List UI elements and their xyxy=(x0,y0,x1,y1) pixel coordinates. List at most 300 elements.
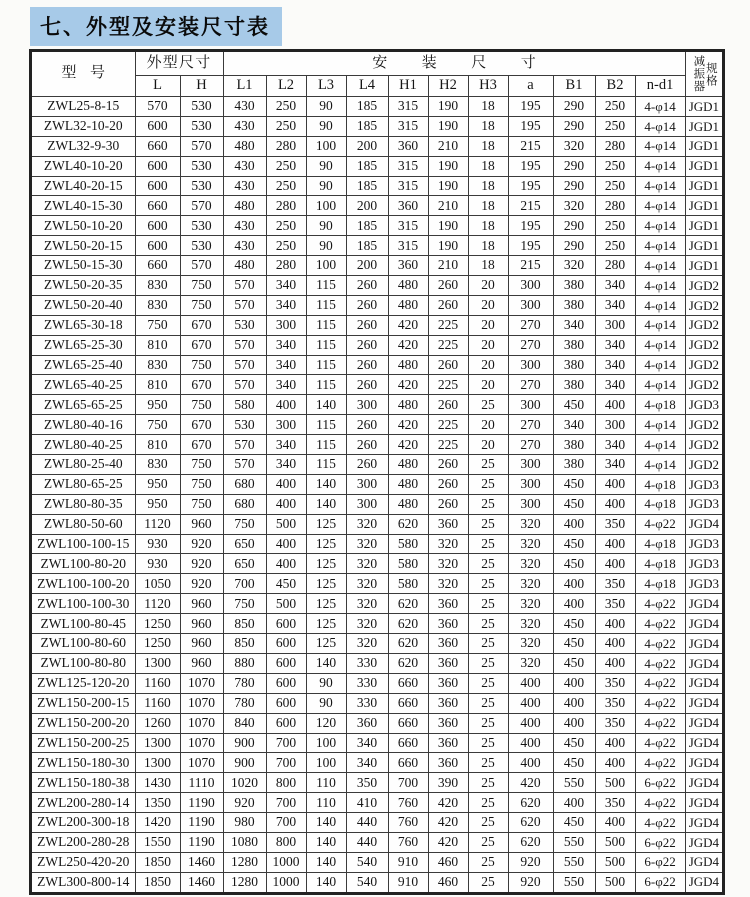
dimension-cell: 25 xyxy=(468,753,508,773)
table-row xyxy=(31,594,723,614)
n-d1-cell: 4-φ22 xyxy=(635,594,685,614)
damper-spec-cell: JGD1 xyxy=(685,236,723,256)
dimension-cell: 260 xyxy=(428,395,468,415)
dimension-cell: 300 xyxy=(508,474,553,494)
dimension-cell: 90 xyxy=(306,693,346,713)
model-cell: ZWL65-25-40 xyxy=(31,355,135,375)
dimension-cell: 18 xyxy=(468,256,508,276)
dimension-cell: 360 xyxy=(428,753,468,773)
header-group-row xyxy=(31,51,723,76)
dimension-cell: 660 xyxy=(388,693,428,713)
dimension-cell: 660 xyxy=(388,733,428,753)
dimension-cell: 320 xyxy=(346,514,388,534)
dimension-cell: 660 xyxy=(388,753,428,773)
dimension-cell: 670 xyxy=(180,335,223,355)
dimension-cell: 110 xyxy=(306,773,346,793)
dimension-cell: 1850 xyxy=(135,872,180,892)
dimension-cell: 450 xyxy=(553,653,595,673)
n-d1-cell: 4-φ14 xyxy=(635,435,685,455)
dimension-cell: 700 xyxy=(266,733,306,753)
damper-spec-cell: JGD1 xyxy=(685,196,723,216)
dimension-cell: 125 xyxy=(306,614,346,634)
dimension-cell: 320 xyxy=(553,136,595,156)
model-cell: ZWL100-100-20 xyxy=(31,574,135,594)
dimension-cell: 1460 xyxy=(180,852,223,872)
table-row xyxy=(31,355,723,375)
dimension-cell: 670 xyxy=(180,375,223,395)
model-cell: ZWL150-180-30 xyxy=(31,753,135,773)
dimension-cell: 190 xyxy=(428,116,468,136)
damper-spec-cell: JGD2 xyxy=(685,415,723,435)
dimension-cell: 350 xyxy=(595,713,635,733)
model-cell: ZWL40-10-20 xyxy=(31,156,135,176)
damper-spec-cell: JGD2 xyxy=(685,315,723,335)
dimension-cell: 400 xyxy=(595,733,635,753)
dimension-cell: 460 xyxy=(428,852,468,872)
dimension-cell: 120 xyxy=(306,713,346,733)
damper-spec-cell: JGD4 xyxy=(685,653,723,673)
dimension-cell: 125 xyxy=(306,574,346,594)
damper-spec-cell: JGD1 xyxy=(685,216,723,236)
header-subcolumn-row xyxy=(31,76,723,97)
n-d1-cell: 4-φ22 xyxy=(635,634,685,654)
damper-spec-cell: JGD3 xyxy=(685,494,723,514)
dimension-cell: 1430 xyxy=(135,773,180,793)
n-d1-cell: 4-φ14 xyxy=(635,335,685,355)
dimension-cell: 25 xyxy=(468,514,508,534)
dimension-cell: 400 xyxy=(595,494,635,514)
dimension-cell: 115 xyxy=(306,295,346,315)
model-cell: ZWL40-15-30 xyxy=(31,196,135,216)
dimension-cell: 480 xyxy=(223,136,266,156)
dimension-cell: 185 xyxy=(346,116,388,136)
dimension-cell: 190 xyxy=(428,156,468,176)
table-row xyxy=(31,176,723,196)
dimension-cell: 320 xyxy=(428,554,468,574)
dimension-cell: 115 xyxy=(306,455,346,475)
dimension-cell: 570 xyxy=(180,196,223,216)
dimension-cell: 390 xyxy=(428,773,468,793)
dimension-cell: 830 xyxy=(135,355,180,375)
dimension-cell: 1280 xyxy=(223,872,266,892)
dimension-cell: 25 xyxy=(468,534,508,554)
dimension-cell: 315 xyxy=(388,236,428,256)
dimension-cell: 195 xyxy=(508,176,553,196)
dimension-cell: 750 xyxy=(180,474,223,494)
header-col-H1: H1 xyxy=(388,76,428,97)
table-row xyxy=(31,574,723,594)
dimension-cell: 210 xyxy=(428,256,468,276)
n-d1-cell: 6-φ22 xyxy=(635,773,685,793)
dimension-cell: 600 xyxy=(266,693,306,713)
dimension-cell: 320 xyxy=(508,514,553,534)
dimension-cell: 20 xyxy=(468,315,508,335)
dimension-cell: 620 xyxy=(388,594,428,614)
table-row xyxy=(31,872,723,892)
dimension-cell: 570 xyxy=(223,355,266,375)
dimension-cell: 400 xyxy=(266,395,306,415)
dimension-cell: 340 xyxy=(266,355,306,375)
damper-spec-cell: JGD4 xyxy=(685,634,723,654)
dimension-cell: 320 xyxy=(428,574,468,594)
header-col-H2: H2 xyxy=(428,76,468,97)
dimension-cell: 440 xyxy=(346,832,388,852)
dimension-cell: 25 xyxy=(468,872,508,892)
dimension-cell: 115 xyxy=(306,335,346,355)
model-cell: ZWL100-80-80 xyxy=(31,653,135,673)
table-row xyxy=(31,375,723,395)
dimension-cell: 270 xyxy=(508,315,553,335)
dimension-cell: 340 xyxy=(595,355,635,375)
dimension-cell: 440 xyxy=(346,813,388,833)
model-cell: ZWL200-280-14 xyxy=(31,793,135,813)
dimension-cell: 350 xyxy=(595,673,635,693)
dimension-cell: 115 xyxy=(306,415,346,435)
damper-spec-cell: JGD1 xyxy=(685,97,723,117)
header-col-L1: L1 xyxy=(223,76,266,97)
damper-spec-cell: JGD4 xyxy=(685,594,723,614)
damper-spec-cell: JGD2 xyxy=(685,276,723,296)
damper-spec-vertical-text xyxy=(686,55,723,93)
table-row xyxy=(31,693,723,713)
dimension-cell: 225 xyxy=(428,375,468,395)
model-cell: ZWL65-30-18 xyxy=(31,315,135,335)
dimension-cell: 250 xyxy=(266,176,306,196)
damper-spec-cell: JGD4 xyxy=(685,872,723,892)
dimension-cell: 25 xyxy=(468,395,508,415)
dimension-cell: 400 xyxy=(508,713,553,733)
dimension-cell: 400 xyxy=(553,673,595,693)
dimension-cell: 25 xyxy=(468,813,508,833)
header-col-L: L xyxy=(135,76,180,97)
dimension-cell: 380 xyxy=(553,335,595,355)
model-cell: ZWL300-800-14 xyxy=(31,872,135,892)
dimension-cell: 260 xyxy=(428,276,468,296)
dimension-cell: 100 xyxy=(306,196,346,216)
table-row xyxy=(31,196,723,216)
dimension-cell: 18 xyxy=(468,196,508,216)
dimension-cell: 450 xyxy=(553,554,595,574)
dimension-cell: 600 xyxy=(266,713,306,733)
dimension-cell: 90 xyxy=(306,97,346,117)
dimension-cell: 550 xyxy=(553,832,595,852)
dimension-cell: 1160 xyxy=(135,693,180,713)
table-row xyxy=(31,256,723,276)
model-cell: ZWL40-20-15 xyxy=(31,176,135,196)
dimension-cell: 25 xyxy=(468,474,508,494)
dimension-cell: 380 xyxy=(553,295,595,315)
n-d1-cell: 4-φ22 xyxy=(635,813,685,833)
dimension-cell: 115 xyxy=(306,276,346,296)
dimension-cell: 1000 xyxy=(266,872,306,892)
dimension-cell: 360 xyxy=(428,594,468,614)
dimension-cell: 25 xyxy=(468,733,508,753)
dimension-cell: 570 xyxy=(223,295,266,315)
table-row xyxy=(31,236,723,256)
dimension-cell: 540 xyxy=(346,852,388,872)
dimension-cell: 700 xyxy=(266,813,306,833)
dimension-cell: 125 xyxy=(306,534,346,554)
damper-spec-cell: JGD2 xyxy=(685,375,723,395)
dimension-cell: 25 xyxy=(468,832,508,852)
dimension-cell: 250 xyxy=(595,176,635,196)
table-row xyxy=(31,295,723,315)
header-col-B2: B2 xyxy=(595,76,635,97)
dimension-cell: 290 xyxy=(553,116,595,136)
table-row xyxy=(31,216,723,236)
dimension-cell: 340 xyxy=(266,276,306,296)
n-d1-cell: 4-φ18 xyxy=(635,474,685,494)
dimension-cell: 280 xyxy=(595,136,635,156)
dimension-cell: 380 xyxy=(553,355,595,375)
dimension-cell: 260 xyxy=(428,474,468,494)
dimension-cell: 100 xyxy=(306,753,346,773)
dimension-cell: 400 xyxy=(553,594,595,614)
dimension-cell: 260 xyxy=(428,455,468,475)
dimension-cell: 1250 xyxy=(135,614,180,634)
dimension-cell: 380 xyxy=(553,375,595,395)
table-row xyxy=(31,97,723,117)
dimension-cell: 840 xyxy=(223,713,266,733)
dimension-cell: 950 xyxy=(135,395,180,415)
dimension-cell: 270 xyxy=(508,415,553,435)
dimension-cell: 920 xyxy=(508,852,553,872)
damper-spec-cell: JGD4 xyxy=(685,514,723,534)
dimension-cell: 660 xyxy=(135,256,180,276)
damper-spec-line1: 减振器 xyxy=(692,55,705,93)
dimension-cell: 450 xyxy=(553,634,595,654)
dimension-cell: 950 xyxy=(135,494,180,514)
dimension-cell: 1000 xyxy=(266,852,306,872)
dimension-cell: 460 xyxy=(428,872,468,892)
dimension-cell: 810 xyxy=(135,335,180,355)
n-d1-cell: 4-φ18 xyxy=(635,395,685,415)
dimension-cell: 185 xyxy=(346,216,388,236)
dimension-cell: 225 xyxy=(428,315,468,335)
dimension-cell: 190 xyxy=(428,176,468,196)
dimension-cell: 350 xyxy=(595,594,635,614)
n-d1-cell: 6-φ22 xyxy=(635,872,685,892)
dimension-cell: 320 xyxy=(508,614,553,634)
dimension-cell: 400 xyxy=(508,753,553,773)
dimension-cell: 340 xyxy=(266,335,306,355)
dimension-cell: 660 xyxy=(135,136,180,156)
dimension-cell: 90 xyxy=(306,236,346,256)
n-d1-cell: 4-φ14 xyxy=(635,196,685,216)
dimension-cell: 800 xyxy=(266,832,306,852)
damper-spec-cell: JGD2 xyxy=(685,295,723,315)
dimension-cell: 480 xyxy=(388,474,428,494)
dimension-cell: 200 xyxy=(346,256,388,276)
dimension-cell: 580 xyxy=(388,534,428,554)
dimension-cell: 760 xyxy=(388,832,428,852)
dimension-cell: 670 xyxy=(180,315,223,335)
dimension-cell: 18 xyxy=(468,97,508,117)
dimension-cell: 910 xyxy=(388,852,428,872)
dimension-cell: 280 xyxy=(266,136,306,156)
dimension-cell: 400 xyxy=(595,534,635,554)
dimension-cell: 530 xyxy=(180,176,223,196)
dimension-cell: 570 xyxy=(223,335,266,355)
dimension-cell: 380 xyxy=(553,276,595,296)
dimension-cell: 480 xyxy=(388,295,428,315)
dimension-cell: 225 xyxy=(428,335,468,355)
dimension-cell: 260 xyxy=(346,276,388,296)
dimension-cell: 290 xyxy=(553,156,595,176)
dimension-cell: 90 xyxy=(306,156,346,176)
damper-spec-cell: JGD1 xyxy=(685,256,723,276)
dimension-cell: 1050 xyxy=(135,574,180,594)
dimension-cell: 400 xyxy=(508,673,553,693)
dimension-cell: 195 xyxy=(508,156,553,176)
damper-spec-cell: JGD4 xyxy=(685,852,723,872)
dimension-cell: 195 xyxy=(508,97,553,117)
dimension-cell: 550 xyxy=(553,773,595,793)
dimension-cell: 270 xyxy=(508,335,553,355)
dimension-cell: 360 xyxy=(428,713,468,733)
model-cell: ZWL65-65-25 xyxy=(31,395,135,415)
dimension-cell: 430 xyxy=(223,116,266,136)
dimension-cell: 20 xyxy=(468,335,508,355)
dimension-cell: 420 xyxy=(428,793,468,813)
n-d1-cell: 4-φ14 xyxy=(635,415,685,435)
table-row xyxy=(31,534,723,554)
header-col-L2: L2 xyxy=(266,76,306,97)
dimension-cell: 600 xyxy=(266,653,306,673)
dimension-cell: 700 xyxy=(223,574,266,594)
dimension-cell: 330 xyxy=(346,693,388,713)
dimension-cell: 25 xyxy=(468,455,508,475)
dimension-cell: 140 xyxy=(306,852,346,872)
model-cell: ZWL100-100-30 xyxy=(31,594,135,614)
n-d1-cell: 4-φ18 xyxy=(635,554,685,574)
dimension-cell: 400 xyxy=(595,813,635,833)
dimension-cell: 420 xyxy=(388,435,428,455)
dimension-cell: 360 xyxy=(428,733,468,753)
dimension-cell: 450 xyxy=(553,614,595,634)
dimension-cell: 185 xyxy=(346,97,388,117)
dimension-cell: 900 xyxy=(223,753,266,773)
dimension-cell: 125 xyxy=(306,594,346,614)
dimension-cell: 360 xyxy=(388,256,428,276)
dimension-cell: 400 xyxy=(266,494,306,514)
dimension-cell: 570 xyxy=(223,375,266,395)
dimension-cell: 400 xyxy=(553,693,595,713)
dimension-cell: 450 xyxy=(266,574,306,594)
table-row xyxy=(31,733,723,753)
model-cell: ZWL125-120-20 xyxy=(31,673,135,693)
dimension-cell: 920 xyxy=(180,574,223,594)
dimension-cell: 360 xyxy=(428,653,468,673)
dimension-cell: 300 xyxy=(595,415,635,435)
dimension-cell: 20 xyxy=(468,435,508,455)
dimension-cell: 195 xyxy=(508,116,553,136)
n-d1-cell: 4-φ14 xyxy=(635,236,685,256)
dimension-cell: 350 xyxy=(346,773,388,793)
dimension-cell: 480 xyxy=(388,276,428,296)
dimension-cell: 260 xyxy=(346,435,388,455)
dimension-cell: 430 xyxy=(223,156,266,176)
dimension-cell: 400 xyxy=(553,793,595,813)
dimension-cell: 410 xyxy=(346,793,388,813)
dimension-cell: 185 xyxy=(346,156,388,176)
dimension-cell: 680 xyxy=(223,474,266,494)
dimension-cell: 25 xyxy=(468,594,508,614)
dimension-cell: 580 xyxy=(223,395,266,415)
dimension-cell: 1300 xyxy=(135,733,180,753)
dimension-cell: 350 xyxy=(595,693,635,713)
dimension-cell: 250 xyxy=(266,116,306,136)
dimension-cell: 1260 xyxy=(135,713,180,733)
dimension-cell: 215 xyxy=(508,196,553,216)
n-d1-cell: 4-φ22 xyxy=(635,793,685,813)
dimension-cell: 620 xyxy=(388,514,428,534)
n-d1-cell: 4-φ14 xyxy=(635,216,685,236)
model-cell: ZWL100-80-60 xyxy=(31,634,135,654)
dimension-cell: 1120 xyxy=(135,594,180,614)
dimension-cell: 480 xyxy=(388,395,428,415)
dimension-cell: 320 xyxy=(508,653,553,673)
damper-spec-cell: JGD4 xyxy=(685,693,723,713)
table-row xyxy=(31,494,723,514)
damper-spec-cell: JGD1 xyxy=(685,156,723,176)
n-d1-cell: 6-φ22 xyxy=(635,832,685,852)
dimension-cell: 320 xyxy=(428,534,468,554)
n-d1-cell: 4-φ22 xyxy=(635,514,685,534)
table-row xyxy=(31,753,723,773)
dimension-cell: 830 xyxy=(135,276,180,296)
dimension-cell: 530 xyxy=(223,415,266,435)
dimension-cell: 400 xyxy=(553,514,595,534)
dimension-cell: 340 xyxy=(346,733,388,753)
dimension-cell: 670 xyxy=(180,435,223,455)
dimension-cell: 290 xyxy=(553,176,595,196)
dimension-cell: 680 xyxy=(223,494,266,514)
dimension-cell: 380 xyxy=(553,435,595,455)
dimension-cell: 290 xyxy=(553,97,595,117)
dimension-cell: 530 xyxy=(180,216,223,236)
dimension-cell: 250 xyxy=(266,97,306,117)
dimension-cell: 340 xyxy=(595,295,635,315)
header-col-H: H xyxy=(180,76,223,97)
damper-spec-cell: JGD2 xyxy=(685,335,723,355)
header-damper-spec xyxy=(685,51,723,97)
dimension-cell: 800 xyxy=(266,773,306,793)
damper-spec-cell: JGD3 xyxy=(685,474,723,494)
dimension-cell: 620 xyxy=(388,614,428,634)
dimension-cell: 320 xyxy=(508,534,553,554)
dimension-cell: 650 xyxy=(223,554,266,574)
damper-spec-cell: JGD4 xyxy=(685,753,723,773)
table-row xyxy=(31,514,723,534)
dimension-cell: 225 xyxy=(428,435,468,455)
dimension-cell: 480 xyxy=(388,355,428,375)
dimension-cell: 340 xyxy=(595,375,635,395)
damper-spec-cell: JGD4 xyxy=(685,793,723,813)
dimension-cell: 270 xyxy=(508,375,553,395)
table-row xyxy=(31,653,723,673)
model-cell: ZWL65-40-25 xyxy=(31,375,135,395)
dimension-cell: 260 xyxy=(428,494,468,514)
dimension-cell: 340 xyxy=(595,335,635,355)
dimension-cell: 210 xyxy=(428,136,468,156)
table-row xyxy=(31,136,723,156)
dimension-cell: 190 xyxy=(428,97,468,117)
dimension-cell: 420 xyxy=(428,832,468,852)
dimension-cell: 320 xyxy=(508,634,553,654)
dimension-cell: 360 xyxy=(428,514,468,534)
dimension-cell: 190 xyxy=(428,236,468,256)
